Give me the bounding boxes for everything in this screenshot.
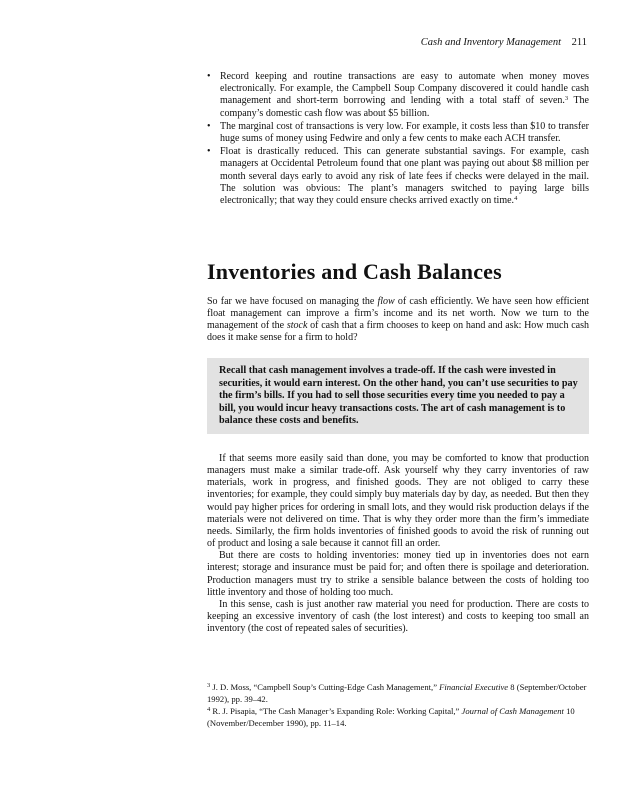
intro-text: of cash efficiently. We have seen how efficient float management can improve a firm’s income and its net worth. Now we turn to the management of the (207, 296, 589, 332)
footnote-text: 10 (November/December 1990), pp. 11–14. (207, 706, 575, 728)
bullet-item (207, 121, 589, 145)
footnote (207, 706, 589, 729)
intro-emphasis: flow (377, 296, 395, 307)
bullet-text-tail: The company’s domestic cash flow was about $5 billion. (220, 95, 590, 119)
footnote-text: 8 (September/October 1992), pp. 39–42. (207, 682, 587, 704)
footnote-journal: Journal of Cash Management (461, 706, 564, 716)
footnote-mark: 3 (207, 682, 211, 689)
page-number: 211 (571, 37, 587, 48)
bullet-text: Float is drastically reduced. This can generate substantial savings. For example, cash managers at Occidental Petroleum found that one plant was paying out about $8 million per month several days early to avoid any risk of late fees if checks were delayed in the mail. The solution was obvious: The plant’s managers switched to paying large bills electronically; that way they could ensure checks arrived exactly on time. (220, 146, 589, 207)
footnote-mark: 4 (207, 706, 211, 713)
body-paragraph: In this sense, cash is just another raw material you need for production. There are costs to keeping an excessive inventory of cash (the lost interest) and costs to keeping too small an inventory (the cost of repeated sales of securities). (207, 598, 589, 635)
bullet-item (207, 146, 589, 207)
running-head (421, 37, 587, 48)
intro-text: So far we have focused on managing the (207, 296, 378, 307)
callout-text: Recall that cash management involves a trade-off. If the cash were invested in securities, it would earn interest. On the other hand, you can’t use securities to pay the firm’s bills. If you had to sell those securities every time you needed to pay a bill, you would incur heavy transactions costs. The art of cash management is to balance these costs and benefits. (219, 365, 578, 427)
footnote-text: R. J. Pisapia, “The Cash Manager’s Expanding Role: Working Capital,” (210, 706, 462, 716)
footnotes (207, 682, 589, 730)
footnote-text: J. D. Moss, “Campbell Soup’s Cutting-Edge Cash Management,” (210, 682, 440, 692)
callout-box (207, 358, 589, 434)
intro-paragraph (207, 296, 589, 345)
body-paragraphs (207, 453, 589, 635)
footnote (207, 682, 589, 705)
running-head-title: Cash and Inventory Management (420, 37, 561, 48)
footnote-ref: 4 (514, 195, 518, 203)
bullet-list (207, 71, 589, 208)
bullet-item (207, 71, 589, 120)
intro-emphasis: stock (286, 320, 308, 332)
body-paragraph: If that seems more easily said than done, you may be comforted to know that production managers must make a similar trade-off. Ask yourself why they carry inventories of raw materials, work in progress, and finished goods. They are not obliged to carry these inventories; for example, they could simply buy materials day by day, as needed. But then they would pay higher prices for ordering in small lots, and they would risk production delays if the materials were not delivered on time. That is why they order more than the firm’s immediate needs. Similarly, the firm holds inventories of finished goods to avoid the risk of running out of product and losing a sale because it cannot fill an order. (207, 453, 589, 550)
section-heading: Inventories and Cash Balances (207, 259, 502, 284)
footnote-journal: Financial Executive (439, 682, 509, 692)
bullet-text: The marginal cost of transactions is very low. For example, it costs less than $10 to transfer huge sums of money using Fedwire and only a few cents to make each ACH transfer. (220, 120, 589, 145)
intro-text: of cash that a firm chooses to keep on hand and ask: How much cash does it make sense for a firm to hold? (207, 320, 589, 344)
bullet-text: Record keeping and routine transactions are easy to automate when money moves electronically. For example, the Campbell Soup Company discovered it could handle cash management and short-term borrowing and lending with a total staff of seven. (220, 71, 589, 107)
body-paragraph: But there are costs to holding inventories: money tied up in inventories does not earn interest; storage and insurance must be paid for; and often there is spoilage and deterioration. Production managers must try to strike a sensible balance between the costs of holding too little inventory and those of holding too much. (207, 550, 589, 598)
footnote-ref: 3 (564, 95, 569, 103)
